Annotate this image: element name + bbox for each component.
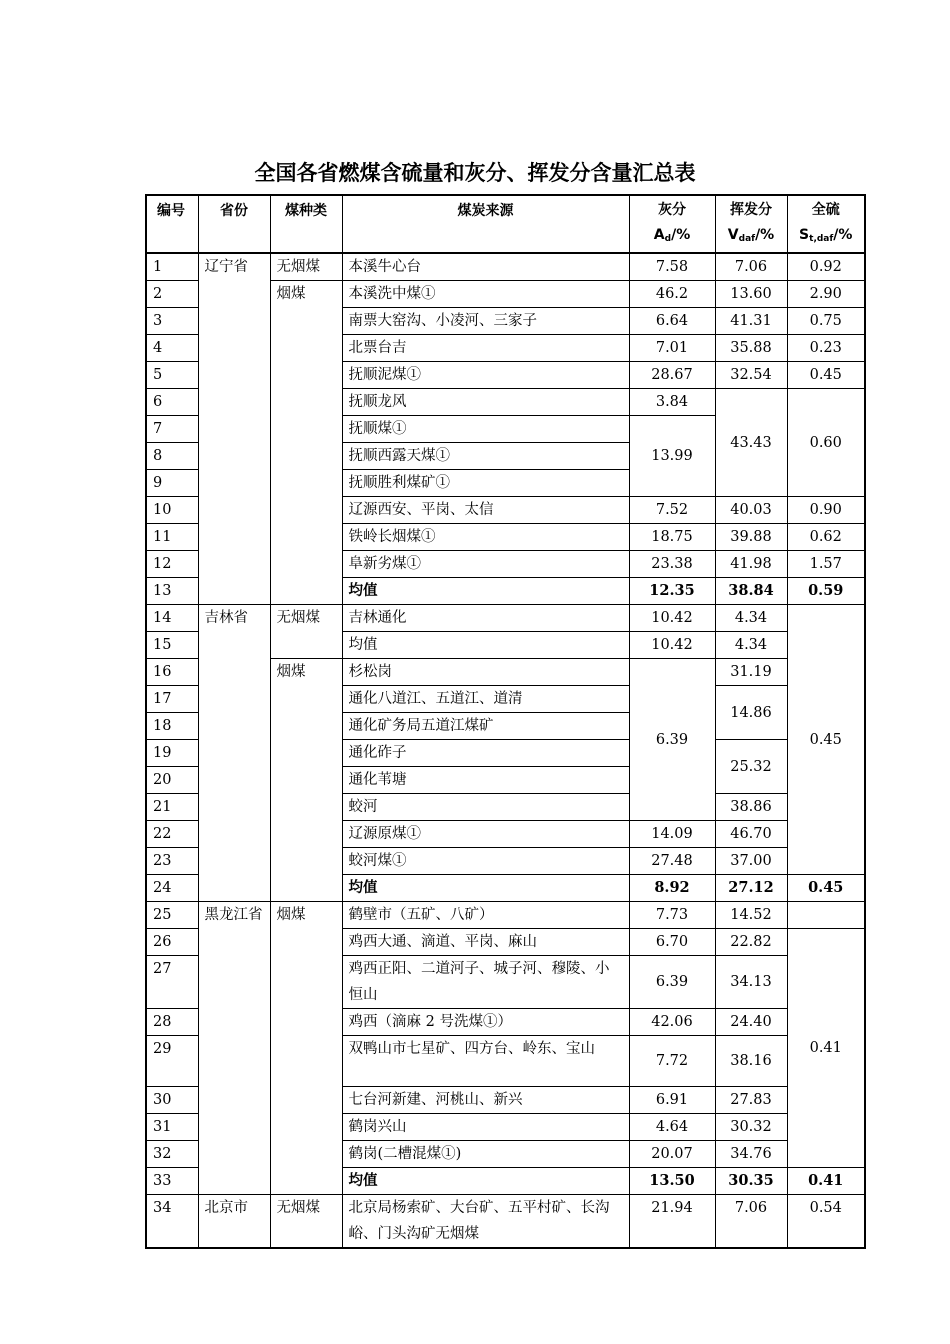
ash-cell: 6.64 <box>629 308 715 335</box>
row-no: 30 <box>146 1087 198 1114</box>
row-no: 1 <box>146 253 198 281</box>
header-coal-type: 煤种类 <box>270 195 342 253</box>
header-sulfur-symbol: $S_{t,daf}/\%$ <box>799 227 853 244</box>
source-cell: 抚顺龙风 <box>342 389 629 416</box>
sulfur-cell: 0.45 <box>787 605 865 875</box>
ash-cell: 12.35 <box>629 578 715 605</box>
source-cell: 辽源原煤① <box>342 821 629 848</box>
header-volatile <box>715 195 787 253</box>
row-no: 21 <box>146 794 198 821</box>
header-volatile-symbol: $V_{daf}/\%$ <box>727 227 775 244</box>
volatile-cell: 38.86 <box>715 794 787 821</box>
row-no: 31 <box>146 1114 198 1141</box>
source-cell: 通化八道江、五道江、道清 <box>342 686 629 713</box>
header-ash-symbol: $A_d/\%$ <box>653 227 691 244</box>
row-no: 29 <box>146 1036 198 1087</box>
ash-cell: 7.01 <box>629 335 715 362</box>
ash-cell: 27.48 <box>629 848 715 875</box>
source-cell: 鹤壁市（五矿、八矿） <box>342 902 629 929</box>
header-ash <box>629 195 715 253</box>
row-no: 26 <box>146 929 198 956</box>
source-cell: 鸡西大通、滴道、平岗、麻山 <box>342 929 629 956</box>
volatile-cell: 35.88 <box>715 335 787 362</box>
row-no: 20 <box>146 767 198 794</box>
source-cell: 抚顺煤① <box>342 416 629 443</box>
row-no: 8 <box>146 443 198 470</box>
source-cell: 均值 <box>342 578 629 605</box>
row-no: 2 <box>146 281 198 308</box>
ash-cell: 46.2 <box>629 281 715 308</box>
source-cell: 杉松岗 <box>342 659 629 686</box>
volatile-cell: 31.19 <box>715 659 787 686</box>
sulfur-cell: 0.92 <box>787 253 865 281</box>
coal-type-cell: 无烟煤 <box>270 253 342 281</box>
ash-cell: 7.72 <box>629 1036 715 1087</box>
volatile-cell: 39.88 <box>715 524 787 551</box>
source-cell: 辽源西安、平岗、太信 <box>342 497 629 524</box>
header-province: 省份 <box>198 195 270 253</box>
ash-cell: 13.50 <box>629 1168 715 1195</box>
ash-cell: 18.75 <box>629 524 715 551</box>
source-cell: 抚顺西露天煤① <box>342 443 629 470</box>
ash-cell: 10.42 <box>629 632 715 659</box>
volatile-cell: 27.12 <box>715 875 787 902</box>
source-cell: 吉林通化 <box>342 605 629 632</box>
ash-cell: 21.94 <box>629 1195 715 1249</box>
source-cell: 蛟河煤① <box>342 848 629 875</box>
table-row <box>146 902 865 929</box>
coal-summary-table <box>145 194 866 1249</box>
ash-cell: 7.52 <box>629 497 715 524</box>
header-ash-label: 灰分 <box>658 202 686 218</box>
row-no: 16 <box>146 659 198 686</box>
source-cell: 鹤岗兴山 <box>342 1114 629 1141</box>
table-row <box>146 1195 865 1249</box>
volatile-cell: 46.70 <box>715 821 787 848</box>
row-no: 13 <box>146 578 198 605</box>
volatile-cell: 32.54 <box>715 362 787 389</box>
row-no: 22 <box>146 821 198 848</box>
source-cell: 均值 <box>342 1168 629 1195</box>
source-cell: 通化矿务局五道江煤矿 <box>342 713 629 740</box>
source-cell: 铁岭长烟煤① <box>342 524 629 551</box>
sulfur-cell: 1.57 <box>787 551 865 578</box>
row-no: 28 <box>146 1009 198 1036</box>
source-cell: 北票台吉 <box>342 335 629 362</box>
row-no: 12 <box>146 551 198 578</box>
province-cell: 吉林省 <box>198 605 270 902</box>
source-cell: 本溪牛心台 <box>342 253 629 281</box>
ash-cell: 13.99 <box>629 416 715 497</box>
row-no: 14 <box>146 605 198 632</box>
ash-cell: 42.06 <box>629 1009 715 1036</box>
sulfur-cell: 0.23 <box>787 335 865 362</box>
header-sulfur <box>787 195 865 253</box>
ash-cell: 14.09 <box>629 821 715 848</box>
coal-type-cell: 无烟煤 <box>270 605 342 659</box>
sulfur-cell: 0.75 <box>787 308 865 335</box>
sulfur-cell: 0.60 <box>787 389 865 497</box>
row-no: 3 <box>146 308 198 335</box>
source-cell: 北京局杨索矿、大台矿、五平村矿、长沟峪、门头沟矿无烟煤 <box>342 1195 629 1249</box>
ash-cell: 23.38 <box>629 551 715 578</box>
row-no: 15 <box>146 632 198 659</box>
source-cell: 本溪洗中煤① <box>342 281 629 308</box>
row-no: 25 <box>146 902 198 929</box>
source-cell: 通化砟子 <box>342 740 629 767</box>
row-no: 32 <box>146 1141 198 1168</box>
row-no: 24 <box>146 875 198 902</box>
volatile-cell: 41.31 <box>715 308 787 335</box>
volatile-cell: 38.84 <box>715 578 787 605</box>
ash-cell: 7.73 <box>629 902 715 929</box>
volatile-cell: 14.52 <box>715 902 787 929</box>
volatile-cell: 14.86 <box>715 686 787 740</box>
volatile-cell: 38.16 <box>715 1036 787 1087</box>
ash-cell: 10.42 <box>629 605 715 632</box>
ash-cell: 3.84 <box>629 389 715 416</box>
ash-cell: 20.07 <box>629 1141 715 1168</box>
sulfur-cell: 0.41 <box>787 1168 865 1195</box>
sulfur-cell: 0.62 <box>787 524 865 551</box>
ash-cell: 6.39 <box>629 956 715 1009</box>
source-cell: 鹤岗(二槽混煤①) <box>342 1141 629 1168</box>
row-no: 11 <box>146 524 198 551</box>
row-no: 4 <box>146 335 198 362</box>
volatile-cell: 43.43 <box>715 389 787 497</box>
document-title: 全国各省燃煤含硫量和灰分、挥发分含量汇总表 <box>254 161 696 185</box>
row-no: 5 <box>146 362 198 389</box>
volatile-cell: 41.98 <box>715 551 787 578</box>
volatile-cell: 40.03 <box>715 497 787 524</box>
province-cell: 辽宁省 <box>198 253 270 605</box>
volatile-cell: 25.32 <box>715 740 787 794</box>
ash-cell: 28.67 <box>629 362 715 389</box>
source-cell: 均值 <box>342 875 629 902</box>
sulfur-cell: 0.45 <box>787 875 865 902</box>
source-cell: 双鸭山市七星矿、四方台、岭东、宝山 <box>342 1036 629 1087</box>
sulfur-cell <box>787 902 865 929</box>
volatile-cell: 30.32 <box>715 1114 787 1141</box>
sulfur-cell: 0.45 <box>787 362 865 389</box>
sulfur-cell: 0.41 <box>787 929 865 1168</box>
row-no: 17 <box>146 686 198 713</box>
row-no: 27 <box>146 956 198 1009</box>
source-cell: 鸡西（滴麻 2 号洗煤①） <box>342 1009 629 1036</box>
source-cell: 蛟河 <box>342 794 629 821</box>
ash-cell: 8.92 <box>629 875 715 902</box>
volatile-cell: 7.06 <box>715 1195 787 1249</box>
sulfur-cell: 0.54 <box>787 1195 865 1249</box>
coal-type-cell: 烟煤 <box>270 902 342 1195</box>
row-no: 10 <box>146 497 198 524</box>
volatile-cell: 24.40 <box>715 1009 787 1036</box>
coal-type-cell: 烟煤 <box>270 281 342 605</box>
source-cell: 通化苇塘 <box>342 767 629 794</box>
row-no: 18 <box>146 713 198 740</box>
header-source: 煤炭来源 <box>342 195 629 253</box>
table-header <box>146 195 865 253</box>
coal-type-cell: 烟煤 <box>270 659 342 902</box>
source-cell: 抚顺泥煤① <box>342 362 629 389</box>
header-no: 编号 <box>146 195 198 253</box>
row-no: 6 <box>146 389 198 416</box>
province-cell: 北京市 <box>198 1195 270 1249</box>
ash-cell: 6.70 <box>629 929 715 956</box>
sulfur-cell: 0.90 <box>787 497 865 524</box>
row-no: 7 <box>146 416 198 443</box>
volatile-cell: 22.82 <box>715 929 787 956</box>
source-cell: 七台河新建、河桃山、新兴 <box>342 1087 629 1114</box>
source-cell: 阜新劣煤① <box>342 551 629 578</box>
volatile-cell: 4.34 <box>715 605 787 632</box>
header-volatile-label: 挥发分 <box>730 202 772 218</box>
volatile-cell: 27.83 <box>715 1087 787 1114</box>
source-cell: 鸡西正阳、二道河子、城子河、穆陵、小恒山 <box>342 956 629 1009</box>
row-no: 9 <box>146 470 198 497</box>
table-row <box>146 253 865 281</box>
source-cell: 南票大窑沟、小凌河、三家子 <box>342 308 629 335</box>
row-no: 19 <box>146 740 198 767</box>
row-no: 34 <box>146 1195 198 1249</box>
volatile-cell: 4.34 <box>715 632 787 659</box>
volatile-cell: 13.60 <box>715 281 787 308</box>
sulfur-cell: 2.90 <box>787 281 865 308</box>
ash-cell: 7.58 <box>629 253 715 281</box>
row-no: 33 <box>146 1168 198 1195</box>
source-cell: 抚顺胜利煤矿① <box>342 470 629 497</box>
ash-cell: 6.39 <box>629 659 715 821</box>
volatile-cell: 30.35 <box>715 1168 787 1195</box>
sulfur-cell: 0.59 <box>787 578 865 605</box>
volatile-cell: 34.76 <box>715 1141 787 1168</box>
volatile-cell: 34.13 <box>715 956 787 1009</box>
header-sulfur-label: 全硫 <box>811 202 840 218</box>
volatile-cell: 37.00 <box>715 848 787 875</box>
ash-cell: 6.91 <box>629 1087 715 1114</box>
source-cell: 均值 <box>342 632 629 659</box>
coal-type-cell: 无烟煤 <box>270 1195 342 1249</box>
volatile-cell: 7.06 <box>715 253 787 281</box>
table-row <box>146 605 865 632</box>
table-body <box>146 253 865 1248</box>
province-cell: 黑龙江省 <box>198 902 270 1195</box>
row-no: 23 <box>146 848 198 875</box>
ash-cell: 4.64 <box>629 1114 715 1141</box>
